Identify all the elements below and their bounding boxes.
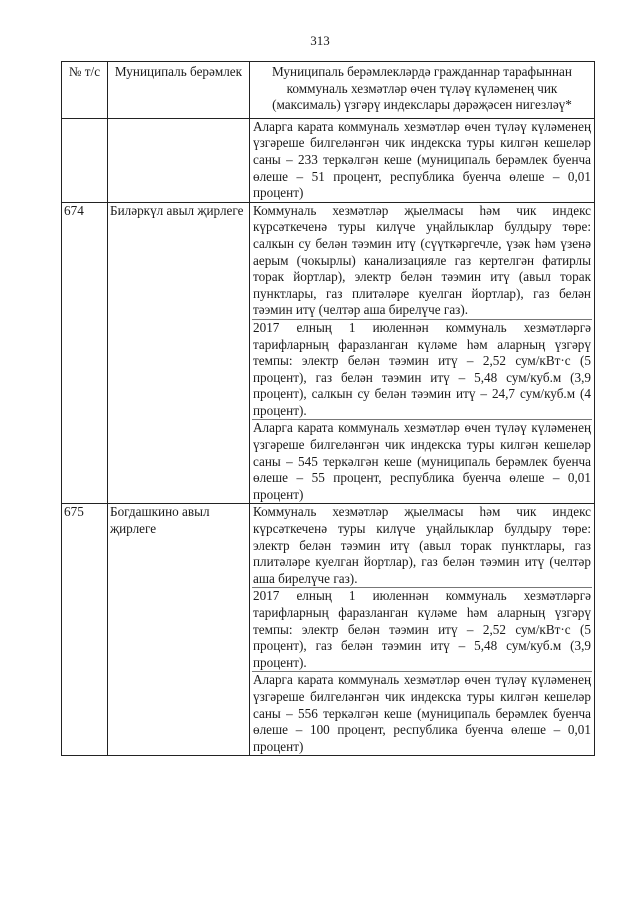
municipality-name: Богдашкино авыл җирлеге: [108, 504, 250, 756]
row-number: 675: [62, 504, 108, 756]
justification-paragraph: Коммуналь хезмәтләр җыелмасы һәм чик индекс күрсәткеченә туры килүче уңайлыклар булдыру төре: салкын су белән тәэмин итү (сүүткәргечле, үзәк һәм үзенә аерым (чокырлы) канализацияле газ кертелгән фатирлы торак йортлар), электр белән тәэмин итү (авыл торак пунктлары, газ плитәләре куелган йортлар), газ белән тәэмин итү (челтәр аша бирелүче газ).: [253, 202, 591, 318]
header-municipality: Муниципаль берәмлек: [108, 62, 250, 119]
table-body: [62, 118, 595, 756]
justification-paragraph: Аларга карата коммуналь хезмәтләр өчен түләү күләменең үзгәреше билгеләнгән чик индекска туры килгән кешеләр саны – 556 теркәлгән кеше (муниципаль берәмлек буенча өлеше – 100 процент, республика буенча өлеше – 0,01 процент): [253, 672, 591, 754]
index-justification: [250, 202, 595, 504]
municipality-name: Биләркүл авыл җирлеге: [108, 202, 250, 504]
table-header-row: [62, 62, 595, 119]
municipality-name: [108, 118, 250, 202]
page-number: 313: [310, 33, 330, 48]
municipality-index-table: [61, 61, 595, 756]
justification-paragraph: Аларга карата коммуналь хезмәтләр өчен түләү күләменең үзгәреше билгеләнгән чик индекска туры килгән кешеләр саны – 545 теркәлгән кеше (муниципаль берәмлек буенча өлеше – 55 процент, республика буенча өлеше – 0,01 процент): [253, 420, 591, 502]
header-number: № т/с: [62, 62, 108, 119]
table-row: [62, 202, 595, 504]
index-justification: [250, 504, 595, 756]
row-number: 674: [62, 202, 108, 504]
header-index-justification: Муниципаль берәмлекләрдә гражданнар тарафыннан коммуналь хезмәтләр өчен түләү күләменең чик (максималь) үзгәрү индекслары дәрәҗәсен нигезләү*: [250, 62, 595, 119]
justification-paragraph: 2017 елның 1 июленнән коммуналь хезмәтләргә тарифларның фаразланган күләме һәм аларның үзгәрү темпы: электр белән тәэмин итү – 2,52 сум/кВт·с (5 процент), газ белән тәэмин итү – 5,48 сум/куб.м (3,9 процент).: [253, 588, 591, 670]
justification-paragraph: Аларга карата коммуналь хезмәтләр өчен түләү күләменең үзгәреше билгеләнгән чик индекска туры килгән кешеләр саны – 233 теркәлгән кеше (муниципаль берәмлек буенча өлеше – 51 процент, республика буенча өлеше – 0,01 процент): [253, 118, 591, 201]
row-number: [62, 118, 108, 202]
table-row: [62, 504, 595, 756]
table-row: [62, 118, 595, 202]
justification-paragraph: Коммуналь хезмәтләр җыелмасы һәм чик индекс күрсәткеченә туры килүче уңайлыклар булдыру төре: электр белән тәэмин итү (авыл торак пунктлары, газ плитәләре куелган йортлар), газ белән тәэмин итү (челтәр аша бирелүче газ).: [253, 504, 591, 586]
index-justification: [250, 118, 595, 202]
justification-paragraph: 2017 елның 1 июленнән коммуналь хезмәтләргә тарифларның фаразланган күләме һәм аларның үзгәрү темпы: электр белән тәэмин итү – 2,52 сум/кВт·с (5 процент), газ белән тәэмин итү – 5,48 сум/куб.м (3,9 процент), салкын су белән тәэмин итү – 24,7 сум/куб.м (4 процент).: [253, 319, 591, 418]
